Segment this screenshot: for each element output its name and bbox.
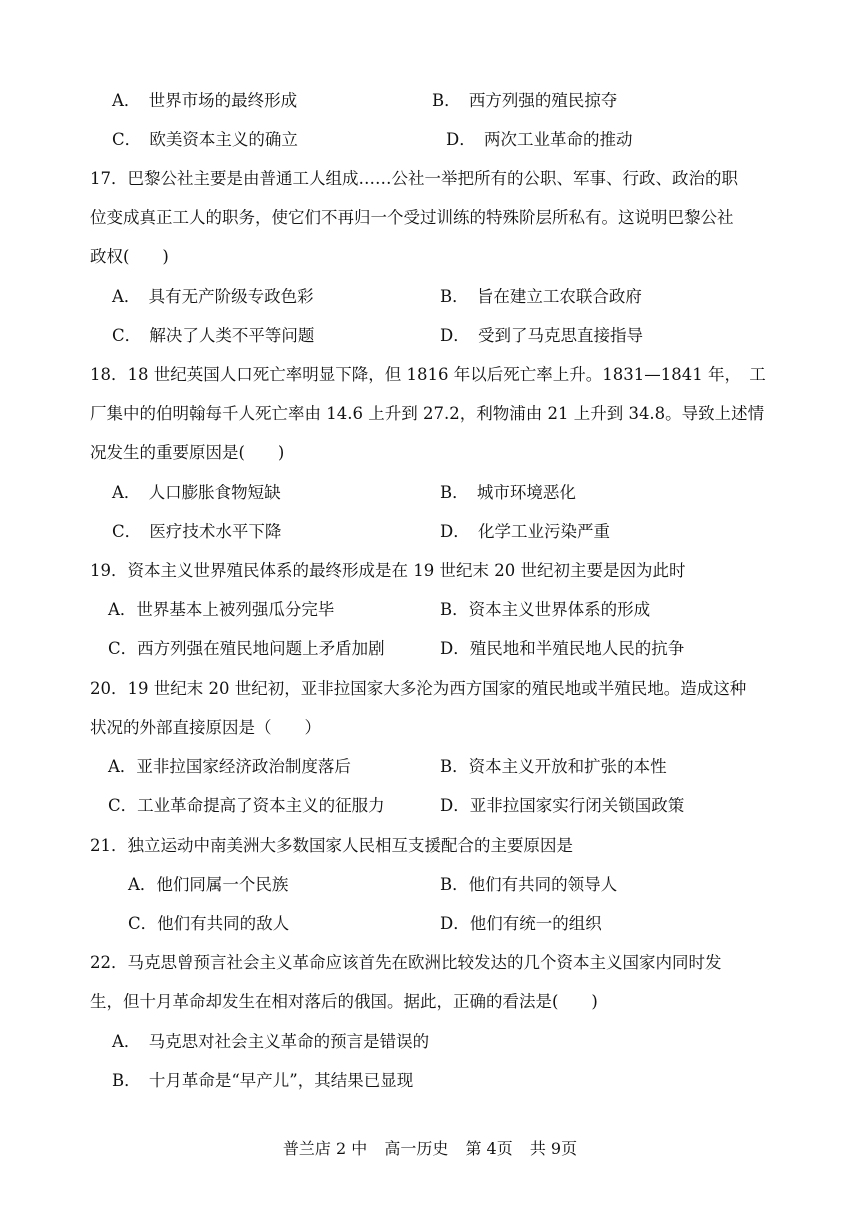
q21-option-a: A．他们同属一个民族 (128, 875, 289, 894)
q18-stem-line-3: 况发生的重要原因是( ) (90, 443, 285, 462)
q17-option-a: A． 具有无产阶级专政色彩 (112, 287, 314, 306)
q20-stem-line-1: 20．19 世纪末 20 世纪初，亚非拉国家大多沦为西方国家的殖民地或半殖民地。造成这种 (90, 679, 747, 698)
q17-option-b: B． 旨在建立工农联合政府 (440, 287, 642, 306)
q20-option-c: C．工业革命提高了资本主义的征服力 (108, 796, 385, 815)
q20-stem-line-2: 状况的外部直接原因是（ ） (90, 718, 321, 737)
q18-option-b: B． 城市环境恶化 (440, 483, 576, 502)
footer-school: 普兰店 2 中 (282, 1139, 368, 1158)
q16-option-a: A． 世界市场的最终形成 (112, 91, 298, 110)
q19-option-d: D．殖民地和半殖民地人民的抗争 (440, 639, 685, 658)
footer-total-pages: 共 9页 (529, 1139, 578, 1158)
q20-option-d: D．亚非拉国家实行闭关锁国政策 (440, 796, 685, 815)
q17-option-d: D． 受到了马克思直接指导 (440, 326, 643, 345)
q22-option-b: B． 十月革命是“早产儿”，其结果已显现 (112, 1071, 414, 1090)
footer-subject: 高一历史 (384, 1139, 449, 1158)
q22-option-a: A． 马克思对社会主义革命的预言是错误的 (112, 1032, 430, 1051)
q16-option-c: C． 欧美资本主义的确立 (112, 130, 298, 149)
q18-stem-line-1: 18．18 世纪英国人口死亡率明显下降，但 1816 年以后死亡率上升。1831—1841 年， 工 (90, 365, 766, 384)
q17-stem-line-1: 17．巴黎公社主要是由普通工人组成……公社一举把所有的公职、军事、行政、政治的职 (90, 169, 738, 188)
q22-stem-line-1: 22．马克思曾预言社会主义革命应该首先在欧洲比较发达的几个资本主义国家内同时发 (90, 953, 722, 972)
q20-option-a: A．亚非拉国家经济政治制度落后 (108, 757, 351, 776)
footer-page-number: 第 4页 (465, 1139, 513, 1158)
q17-stem-line-2: 位变成真正工人的职务，使它们不再归一个受过训练的特殊阶层所私有。这说明巴黎公社 (90, 208, 734, 227)
q18-option-a: A． 人口膨胀食物短缺 (112, 483, 281, 502)
q17-stem-line-3: 政权( ) (90, 247, 169, 266)
q20-option-b: B．资本主义开放和扩张的本性 (440, 757, 667, 776)
q21-option-d: D．他们有统一的组织 (440, 914, 602, 933)
q19-option-b: B．资本主义世界体系的形成 (440, 600, 651, 619)
page-footer (0, 1138, 860, 1160)
q17-option-c: C． 解决了人类不平等问题 (112, 326, 315, 345)
q19-stem-line-1: 19．资本主义世界殖民体系的最终形成是在 19 世纪末 20 世纪初主要是因为此时 (90, 561, 686, 580)
q19-option-c: C．西方列强在殖民地问题上矛盾加剧 (108, 639, 385, 658)
q19-option-a: A．世界基本上被列强瓜分完毕 (108, 600, 335, 619)
q22-stem-line-2: 生，但十月革命却发生在相对落后的俄国。据此，正确的看法是( ) (90, 992, 598, 1011)
q21-option-c: C．他们有共同的敌人 (128, 914, 290, 933)
q18-option-d: D． 化学工业污染严重 (440, 522, 610, 541)
q18-option-c: C． 医疗技术水平下降 (112, 522, 282, 541)
q16-option-d: D． 两次工业革命的推动 (446, 130, 633, 149)
q18-stem-line-2: 厂集中的伯明翰每千人死亡率由 14.6 上升到 27.2，利物浦由 21 上升到 34.8。导致上述情 (90, 404, 765, 423)
q16-option-b: B． 西方列强的殖民掠夺 (432, 91, 618, 110)
q21-stem-line-1: 21．独立运动中南美洲大多数国家人民相互支援配合的主要原因是 (90, 836, 573, 855)
q21-option-b: B．他们有共同的领导人 (440, 875, 618, 894)
